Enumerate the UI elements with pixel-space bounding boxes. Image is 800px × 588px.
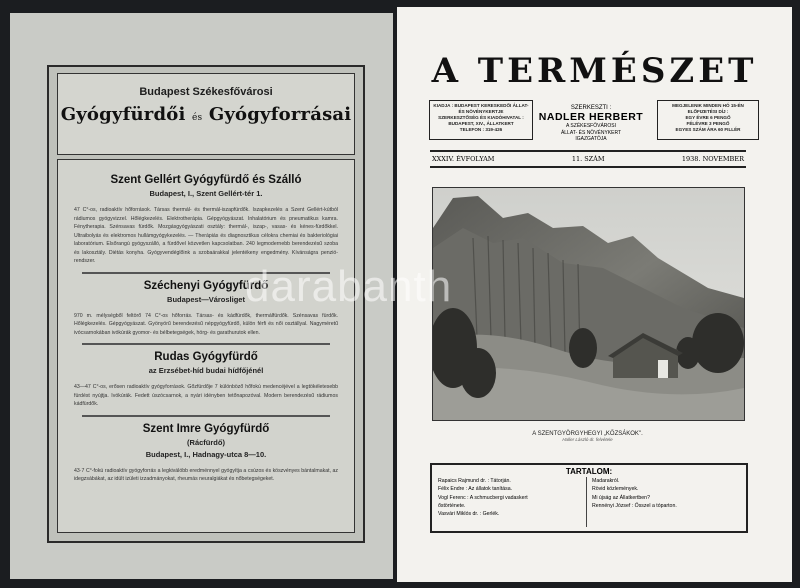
spa-section-gellert	[58, 174, 354, 266]
subscription-line: MEGJELENIK MINDEN HÓ 15-ÉN	[672, 103, 744, 108]
toc-item: Félix Endre : Az állatok tanítása.	[438, 486, 513, 493]
publisher-line: KIADJA : BUDAPEST KERESKEDŐI ÁLLAT- ÉS NÖVÉNYKERTJE	[433, 103, 529, 114]
ad-header-line2	[58, 104, 354, 125]
editor-sub: A SZÉKESFŐVÁROSI	[565, 123, 616, 129]
toc-title: TARTALOM:	[565, 467, 613, 476]
toc-item: Rapaics Rajmund dr. : Tátorján.	[438, 478, 511, 484]
toc-right-column	[592, 477, 677, 510]
toc-item: Vasvári Miklós dr. : Gerlék.	[438, 511, 500, 518]
publisher-line: BUDAPEST, XIV., ÁLLATKERT	[448, 121, 514, 126]
spa-title: Rudas Gyógyfürdő	[154, 351, 258, 363]
spa-address: Budapest, I., Hadnagy-utca 8—10.	[145, 449, 267, 459]
ad-header-word2: Gyógyforrásai	[208, 104, 352, 125]
editor-sub: ÁLLAT- ÉS NÖVÉNYKERT	[560, 129, 622, 136]
spa-description: 43·7 C°-fokú radioaktív gyógyforrás a legkiválóbb eredménnyel gyógyítja a csúzos és köszvényes bántalmakat, az idegzsábákat, az idült izületi izzadmányokat, rheumás neuralgiákat és nőbetegségeket.	[74, 467, 338, 482]
photo-caption: A SZENTGYÖRGYHEGYI „KŐZSÁKOK".	[532, 431, 643, 437]
spa-title: Széchenyi Gyógyfürdő	[143, 279, 269, 292]
publisher-box	[429, 100, 533, 140]
issue-bar	[430, 150, 746, 168]
spa-title: Szent Imre Gyógyfürdő	[142, 422, 270, 435]
spa-section-szechenyi	[58, 280, 354, 338]
publisher-line: SZERKESZTŐSÉG ÉS KIADÓHIVATAL :	[438, 115, 524, 120]
editor-name: NADLER HERBERT	[538, 111, 644, 123]
editor-block	[533, 105, 649, 143]
divider	[82, 343, 330, 345]
spa-description: 43—47 C°-os, erősen radioaktív gyógyforrások. Gőzfürdője 7 különböző hőfokú medencéjével a legtökéletesebb fürdést nyújtja. Ivókúrák. Fedett úszócsarnok, a nyári idényben tetőnapozóval. Modern berendezésű rádiumos kádfürdők.	[74, 384, 338, 407]
spa-address: az Erzsébet-híd budai hídfőjénél	[148, 366, 264, 375]
ad-body	[57, 159, 355, 533]
spa-address: Budapest, I., Szent Gellért-tér 1.	[149, 189, 263, 198]
subscription-line: EGYES SZÁM ÁRA 60 FILLÉR	[675, 127, 741, 132]
right-page	[397, 7, 792, 582]
subscription-line: ELŐFIZETÉSI DÍJ :	[687, 109, 729, 114]
ad-header-word1: Gyógyfürdői	[60, 104, 186, 125]
mountain-photo-illustration	[433, 188, 744, 420]
spa-address: Budapest—Városliget	[167, 294, 245, 304]
publisher-line: TELEFON : 319-426	[459, 127, 503, 132]
toc-item: Rennényi József : Ősszel a tóparton.	[592, 502, 677, 509]
toc-item: Mi újság az Állatkertben?	[592, 494, 650, 501]
ad-header-line1: Budapest Székesfővárosi	[139, 86, 273, 98]
toc-item: Madarakról.	[592, 478, 620, 484]
toc-item: Rövid közlemények.	[592, 486, 639, 493]
magazine-title: A TERMÉSZET	[431, 51, 758, 91]
photo-credit: Haller László dr. felvétele	[562, 437, 613, 442]
table-of-contents	[430, 463, 748, 533]
spa-advertisement	[47, 65, 365, 543]
left-page	[10, 13, 393, 579]
spa-subtitle: (Rácfürdő)	[187, 437, 225, 447]
photo-caption-block	[432, 431, 743, 442]
spa-description: 970 m. mélységből feltörő 74 C°-os hőforrás. Társas- és kádfürdők, thermálfürdők. Szénsavas fürdők. Hőlégkezelés. Gépgyógyászat. Gyönyörű berendezésű népgyógyfürdő, külön férfi és női osztállyal. Nagyméretű ivócsarnokában ivókúrák gyomor- és bélbetegségek, hörg- és garathurutok ellen.	[74, 312, 338, 336]
cover-photo	[432, 187, 745, 421]
spa-title: Szent Gellért Gyógyfürdő és Szálló	[110, 174, 302, 186]
issue-date: 1938. NOVEMBER	[681, 155, 744, 163]
volume: XXXIV. ÉVFOLYAM	[432, 155, 495, 163]
spa-section-rudas	[58, 351, 354, 409]
toc-left-column	[438, 477, 528, 518]
divider	[82, 272, 330, 274]
subscription-line: EGY ÉVRE 6 PENGŐ	[685, 115, 731, 120]
subscription-line: FÉLÉVRE 3 PENGŐ	[686, 121, 730, 126]
ad-header-es: és	[191, 113, 203, 123]
divider	[82, 415, 330, 417]
toc-item: Vogl Ferenc : A schmucbergi vadaskert	[438, 494, 528, 501]
spa-section-szent-imre	[58, 423, 354, 484]
toc-divider	[586, 477, 587, 527]
toc-item: őstörténete.	[438, 502, 466, 509]
issue-number: 11. SZÁM	[571, 155, 605, 163]
ad-header	[57, 73, 355, 155]
editor-label: SZERKESZTI :	[570, 105, 612, 111]
spa-description: 47 C°-os, radioaktív hőforrások. Társas thermál- és thermál-iszapfürdők. Iszapkezelés a Szent Gellért-kútból rádiumos gyógyvizzel. Hőlégkezelés. Elektrotherápia. Gépgyógyászat. Inhalatórium és pneumatikus kamra. Fénytherapia. Szénsavas fürdők. Mozgásgyógyászati osztály: thermál-, iszap-, vasas- és kénes-fürdőkkel. Ultraibolyás és elektromos hullámgyógykezelés. — Therápiás és diagnosztikus célokra chemiai és bakteriológiai laboratórium. Elsőrangú gyógyszálló, a fürdővel közvetlen kapcsolatban. 240 legmodernebb berendezésű szoba és lakosztály. Diétás konyha. Gyógyvendéglőink a szobaárakkal jelentékeny engedmény. Kívánságra penzió-rendszer.	[74, 207, 338, 264]
watermark: darabanth	[245, 262, 453, 311]
editor-sub: IGAZGATÓJA	[575, 136, 607, 142]
subscription-box	[657, 100, 759, 140]
